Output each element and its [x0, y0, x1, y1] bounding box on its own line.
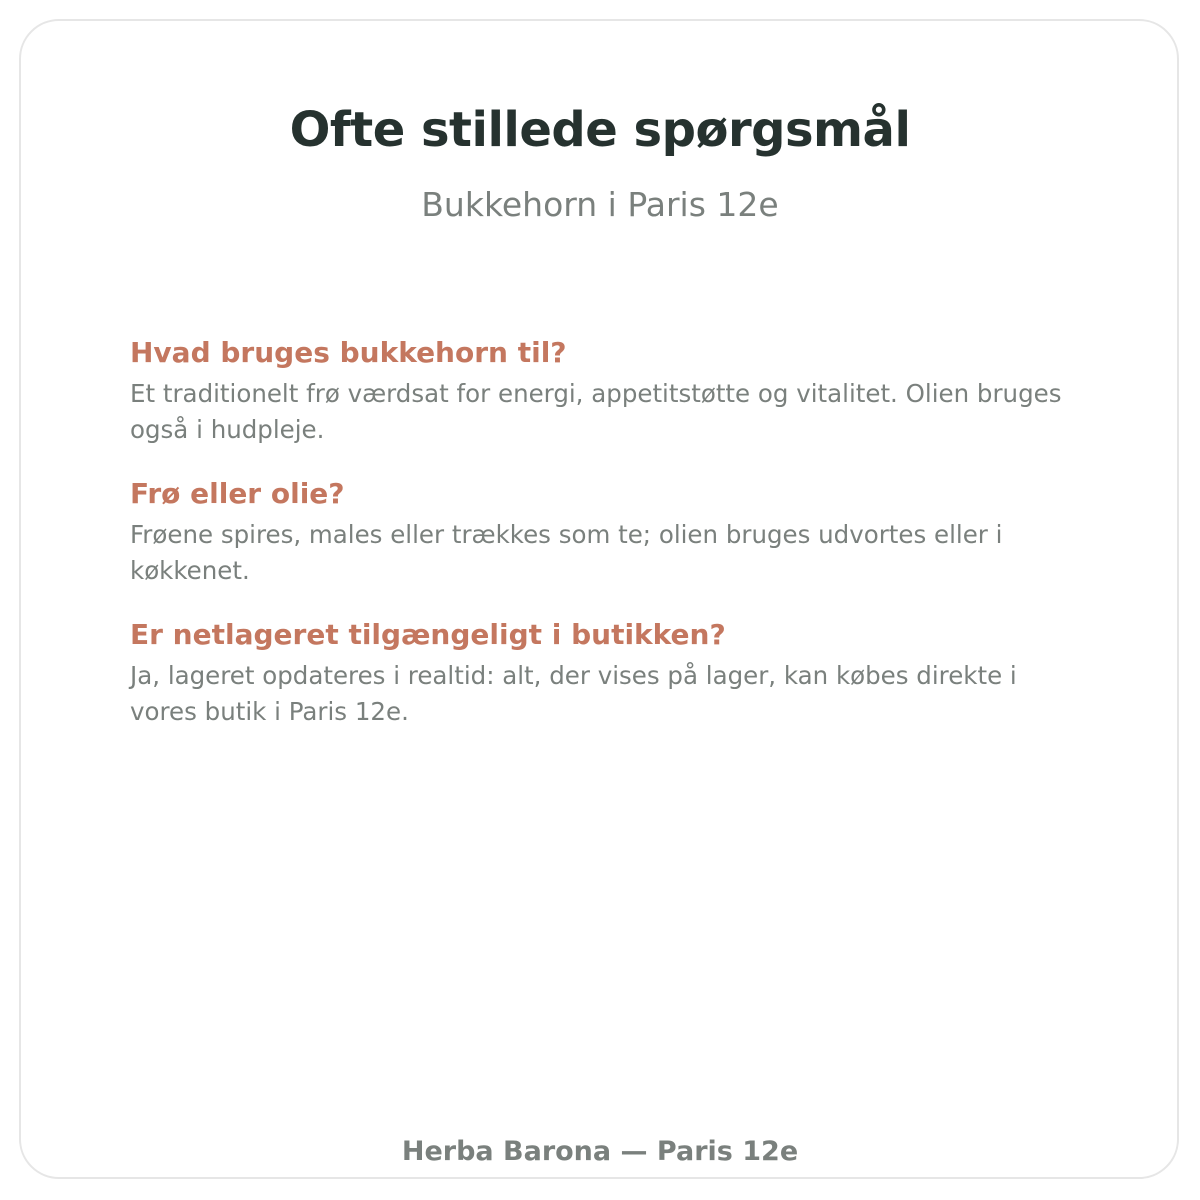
faq-answer: Ja, lageret opdateres i realtid: alt, der vises på lager, kan købes direkte i vores butik i Paris 12e.: [130, 661, 1017, 726]
faq-item: [130, 333, 1090, 448]
faq-list: [130, 333, 1090, 756]
faq-question: Er netlageret tilgængeligt i butikken?: [130, 618, 726, 651]
faq-answer: Frøene spires, males eller trækkes som te; olien bruges udvortes eller i køkkenet.: [130, 520, 1003, 585]
page-subtitle: Bukkehorn i Paris 12e: [421, 185, 779, 224]
faq-answer: Et traditionelt frø værdsat for energi, appetitstøtte og vitalitet. Olien bruges også i hudpleje.: [130, 379, 1062, 444]
faq-item: [130, 615, 1090, 730]
page-title: Ofte stillede spørgsmål: [289, 102, 911, 158]
faq-question: Frø eller olie?: [130, 477, 345, 510]
footer-brand: Herba Barona — Paris 12e: [401, 1136, 799, 1167]
faq-item: [130, 474, 1090, 589]
faq-question: Hvad bruges bukkehorn til?: [130, 336, 567, 369]
